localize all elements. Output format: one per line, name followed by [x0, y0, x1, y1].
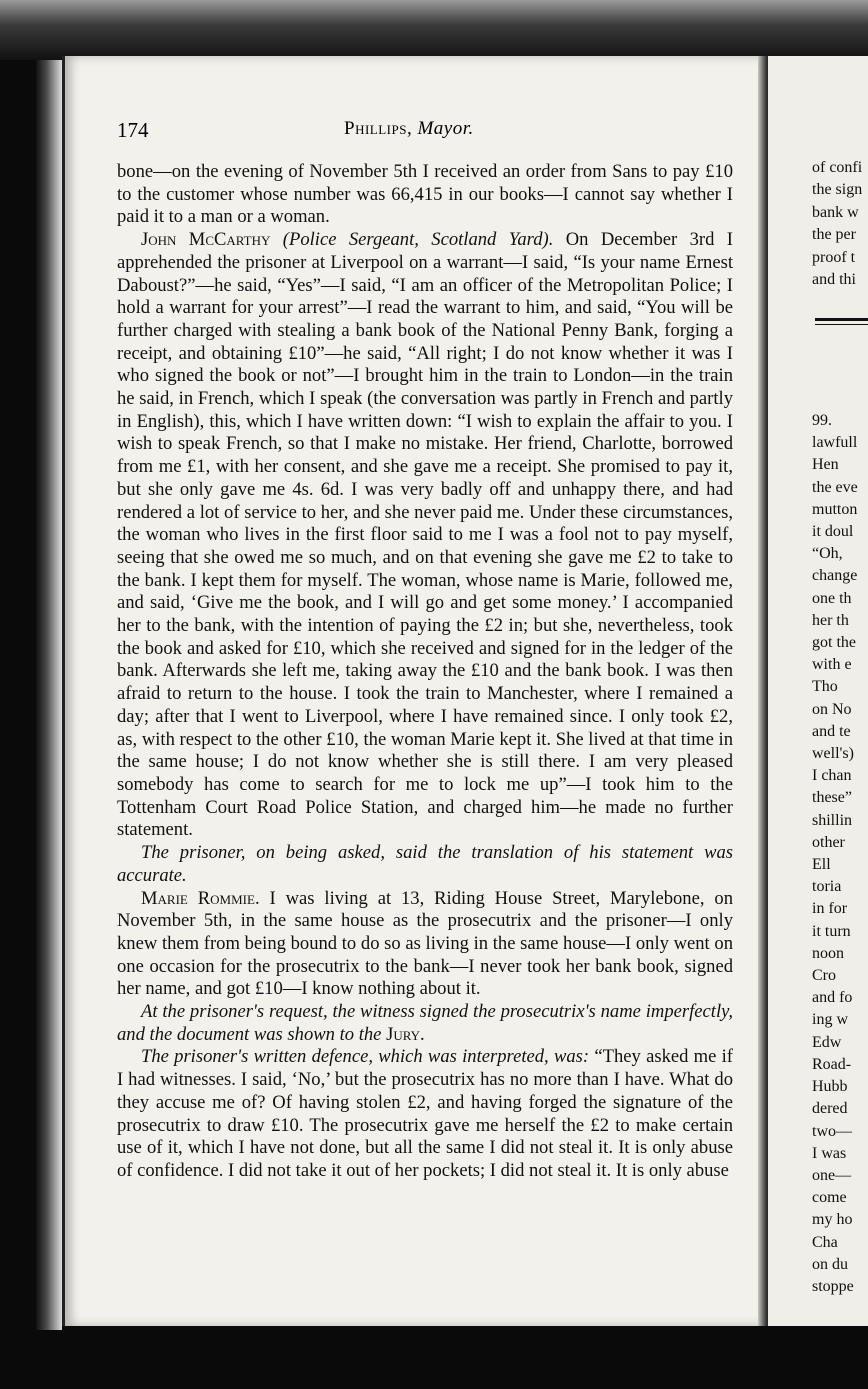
right-page-fragment-line: Ell [812, 856, 831, 874]
right-page-fragment-line: it turn [812, 922, 851, 940]
right-page-fragment-line: toria [812, 878, 842, 896]
right-page-fragment-line: it doul [812, 523, 854, 541]
running-head-title: Mayor. [417, 118, 474, 139]
paragraph-6 [117, 1046, 733, 1182]
right-page-fragment-line: 99. [812, 412, 832, 429]
defence-intro: The prisoner's written defence, which was interpreted, was: [141, 1046, 590, 1068]
right-page-fragment-line: Cro [812, 967, 836, 985]
right-page-rule-1 [815, 318, 868, 321]
right-page-fragment-line: Edw [812, 1033, 842, 1051]
right-page-fragment-line: well's) [812, 745, 854, 763]
right-page-fragment-line: with e [812, 656, 852, 674]
right-page-block-2 [812, 410, 858, 1298]
right-page-rule-2 [815, 324, 868, 325]
right-page-fragment-line: lawfull [812, 434, 858, 452]
right-page-fragment-line: of confi [812, 159, 863, 176]
jury-word: Jury. [386, 1023, 425, 1045]
page-body-text [117, 161, 733, 1183]
right-page-fragment-line: Road- [812, 1055, 852, 1073]
witness-name-mccarthy: John McCarthy [141, 229, 271, 251]
right-page-fragment-line: one th [812, 589, 852, 607]
right-page-fragment-line: mutton [812, 500, 858, 518]
right-page-fragment-line: the per [812, 226, 856, 244]
page-number: 174 [117, 118, 149, 142]
note-text: At the prisoner's request, the witness signed the prosecutrix's name imperfectly, and the document was shown to the [117, 1001, 733, 1045]
right-page-fragment-line: and fo [812, 989, 853, 1007]
right-page-fragment-line: my ho [812, 1211, 853, 1229]
right-page-fragment-line: one— [812, 1166, 852, 1184]
right-page-fragment-line: ing w [812, 1011, 848, 1029]
right-page-fragment-line: other [812, 833, 845, 851]
right-page-fragment-line: two— [812, 1122, 852, 1140]
right-page-fragment-line: got the [812, 634, 856, 652]
right-page-fragment-line: on du [812, 1255, 848, 1273]
right-page-fragment-line: the sign [812, 181, 863, 199]
right-page-fragment-line: Hubb [812, 1078, 848, 1096]
right-page-fragment-line: I was [812, 1144, 847, 1162]
book-spine-left-edge [36, 60, 62, 1330]
testimony-rommie: I was living at 13, Riding House Street, Marylebone, on November 5th, in the same house as the prosecutrix and the prisoner—I only knew them from being bound to do so as living in the same house—I only went on one occasion for the prosecutrix to the bank—I never took her bank book, signed her name, and got £10—I know nothing about it. [117, 887, 733, 1000]
paragraph-3-note: The prisoner, on being asked, said the translation of his statement was accurate. [117, 842, 733, 886]
scan-background-top [0, 0, 868, 60]
defence-text: “They asked me if I had witnesses. I said, ‘No,’ but the prosecutrix has no more than I have. What do they accuse me of? Of having stolen £2, and having forged the signature of the prosecutrix to draw £10. The prosecutrix gave me herself the £2 to make certain use of it, which I have not done, but all the same I did not steal it. It is only abuse of confidence. I did not take it out of her pockets; I did not steal it. It is only abuse [117, 1046, 733, 1181]
right-page-fragment-line: bank w [812, 203, 859, 221]
right-page-block-1 [812, 157, 862, 291]
right-page-fragment-line: shillin [812, 811, 853, 829]
right-page-fragment-line: come [812, 1189, 847, 1207]
paragraph-1: bone—on the evening of November 5th I received an order from Sans to pay £10 to the customer whose number was 66,415 in our books—I cannot say whether I paid it to a man or a woman. [117, 161, 733, 228]
right-page-fragment-line: the eve [812, 478, 858, 496]
right-page-fragment-line: proof t [812, 248, 856, 266]
witness-role: (Police Sergeant, Scotland Yard). [282, 229, 554, 251]
testimony-mccarthy: On December 3rd I apprehended the prisoner at Liverpool on a warrant—I said, “Is your name Ernest Daboust?”—he said, “Yes”—I said, “I am an officer of the Metropolitan Police; I hold a warrant for your arrest”—I read the warrant to him, and said, “You will be further charged with stealing a bank book of the National Penny Bank, forging a receipt, and obtaining £10”—he said, “All right; I do not know whether it was I who signed the book or not”—I brought him in the train to London—in the train he said, in French, which I speak (the conversation was partly in French and partly in English), this, which I have written down: “I wish to explain the affair to you. I wish to speak French, so that I make no mistake. Her friend, Charlotte, borrowed from me £1, with her consent, and she gave me a receipt. She promised to pay it, but she only gave me 4s. 6d. I was very badly off and unhappy there, and had rendered a lot of service to her, and she never paid me. Under these circumstances, the woman who lives in the first floor said to me I was a fool not to pay myself, seeing that she owed me so much, and on that evening she gave me £2 to take to the bank. I kept them for myself. The woman, whose name is Marie, followed me, and said, ‘Give me the book, and I will go and get some money.’ I accompanied her to the bank, with the intention of paying the £2 in; but she, nevertheless, took the book and asked for £10, which she received and signed for in the ledger of the bank. Afterwards she left me, taking away the £10 and the bank book. I was then afraid to return to the house. I took the train to Manchester, where I remained a day; after that I went to Liverpool, where I have remained since. I only took £2, as, with respect to the other £10, the woman Marie kept it. She lived at that time in the same house; I do not know whether she is still there. I am very pleased somebody has come to search for me to lock me up”—I took him to the Tottenham Court Road Police Station, and charged him—he made no further statement. [117, 229, 733, 841]
right-page-fragment-line: Tho [812, 678, 838, 696]
witness-name-rommie: Marie Rommie. [141, 887, 260, 909]
paragraph-2 [117, 229, 733, 842]
paragraph-4 [117, 888, 733, 1002]
right-page-fragment-line: stoppe [812, 1277, 854, 1295]
right-page-fragment-line: and te [812, 722, 851, 740]
right-page-fragment-line: on No [812, 700, 852, 718]
right-page-fragment-line: “Oh, [812, 545, 843, 563]
right-page-fragment-line: Cha [812, 1233, 838, 1251]
right-page-fragment-line: in for [812, 900, 848, 918]
right-page-fragment-line: these” [812, 789, 852, 807]
right-page-fragment-line: I chan [812, 767, 852, 785]
right-page-fragment-line: change [812, 567, 858, 585]
right-page-fragment-line: dered [812, 1100, 848, 1118]
right-page-fragment-line: and thi [812, 271, 856, 289]
right-page-fragment-line: noon [812, 944, 844, 962]
page-header [117, 118, 757, 144]
running-head [344, 118, 474, 140]
running-head-name: Phillips, [344, 118, 413, 139]
paragraph-5-note [117, 1001, 733, 1046]
right-page-fragment-line: Hen [812, 456, 839, 474]
right-page-fragment-line: her th [812, 611, 849, 629]
